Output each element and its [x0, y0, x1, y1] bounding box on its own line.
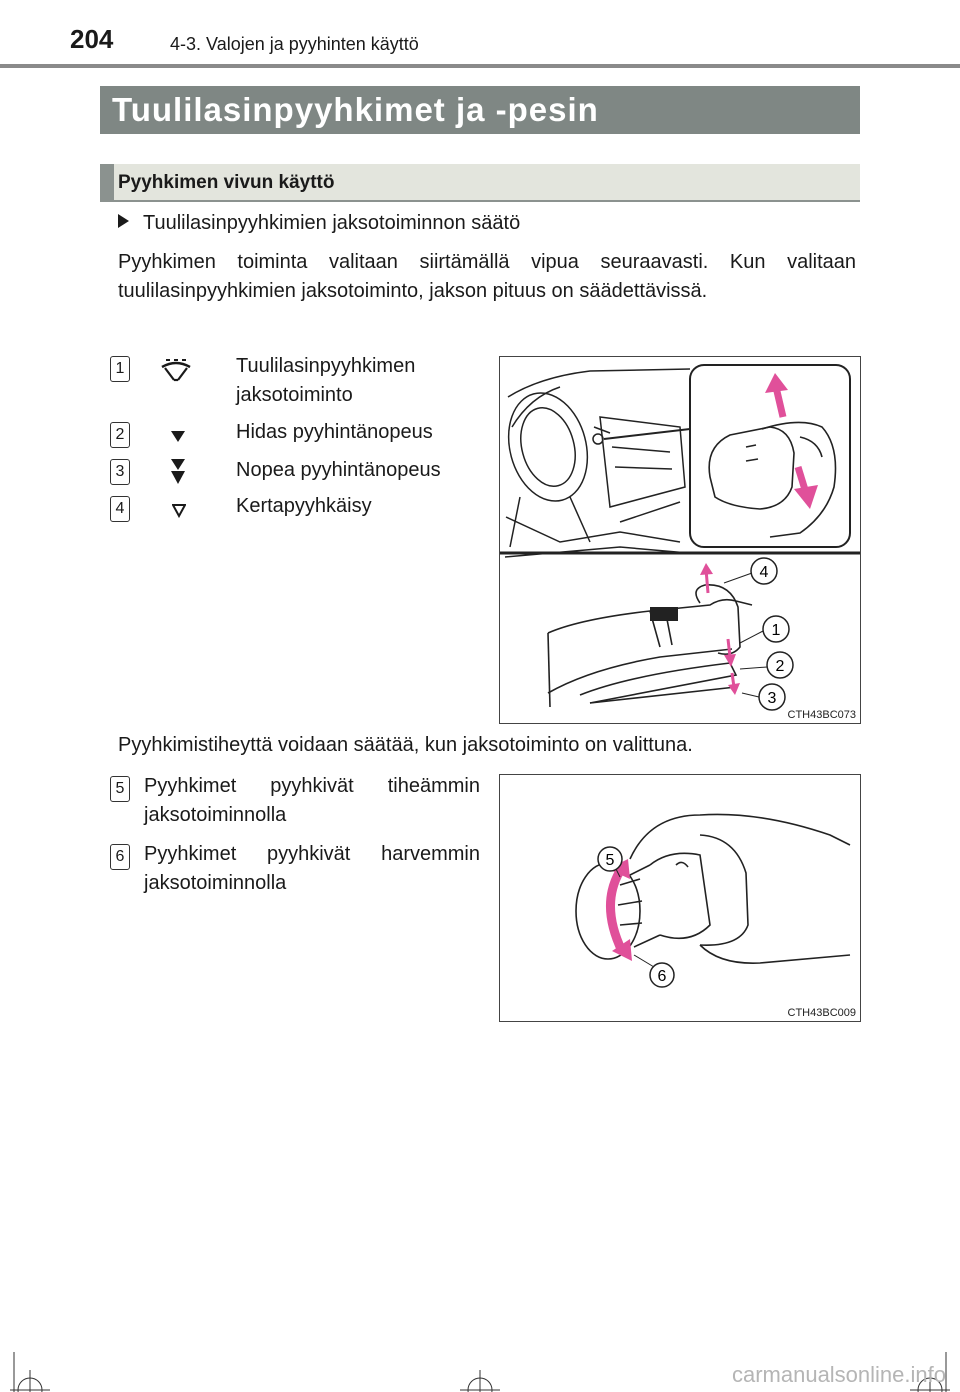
wiper-mode-list [100, 352, 490, 552]
subsection-title: Pyyhkimen vivun käyttö [100, 164, 860, 202]
item-number-3: 3 [110, 459, 130, 485]
intro-paragraph: Pyyhkimen toiminta valitaan siirtämällä vipua seuraavasti. Kun valitaan tuulilasinpyyhkimien jaksotoiminto, jakson pituus on säädettävissä. [118, 251, 856, 302]
page-number: 204 [70, 24, 114, 54]
callout-2: 2 [775, 658, 785, 675]
figure-frequency-dial [499, 774, 861, 1022]
page-title: Tuulilasinpyyhkimet ja -pesin [100, 86, 860, 134]
callout-5: 5 [605, 852, 615, 869]
high-speed-icon [170, 458, 186, 486]
section-label: 4-3. Valojen ja pyyhinten käyttö [170, 34, 419, 54]
item-label-5 [144, 772, 480, 830]
figure-wiper-lever [499, 356, 861, 724]
item-label-2: Hidas pyyhintänopeus [236, 421, 433, 443]
item-label-4: Kertapyyhkäisy [236, 495, 372, 517]
callout-6: 6 [657, 968, 667, 985]
callout-3: 3 [767, 690, 777, 707]
item-label-1-line1: Tuulilasinpyyhkimen [236, 355, 416, 377]
item-number-2: 2 [110, 422, 130, 448]
item-label-6-line1: Pyyhkimet pyyhkivät harvemmin [144, 843, 480, 865]
item-number-1: 1 [110, 356, 130, 382]
item-number-6: 6 [110, 844, 130, 870]
watermark: carmanualsonline.info [731, 1362, 946, 1387]
item-label-3: Nopea pyyhintänopeus [236, 459, 441, 481]
frequency-dial-illustration [500, 775, 860, 1021]
figure-code-1: CTH43BC073 [787, 709, 856, 721]
bullet-text: Tuulilasinpyyhkimien jaksotoiminnon säätö [143, 212, 521, 234]
bullet-heading [118, 212, 520, 235]
item-label-6-line2: jaksotoiminnolla [144, 872, 287, 894]
low-speed-icon [170, 428, 186, 444]
item-number-5: 5 [110, 776, 130, 802]
single-wipe-icon [172, 504, 186, 518]
item-label-6 [144, 840, 480, 898]
item-label-1-line2: jaksotoiminto [236, 384, 353, 406]
bullet-triangle-icon [118, 214, 129, 228]
intermittent-wiper-icon [160, 358, 192, 384]
frequency-list [100, 770, 490, 910]
wiper-lever-illustration [500, 357, 860, 723]
item-label-1 [236, 352, 415, 410]
item-number-4: 4 [110, 496, 130, 522]
callout-4: 4 [759, 564, 769, 581]
item-label-5-line1: Pyyhkimet pyyhkivät tiheämmin [144, 775, 480, 797]
item-label-5-line2: jaksotoiminnolla [144, 804, 287, 826]
figure-code-2: CTH43BC009 [787, 1007, 856, 1019]
callout-1: 1 [771, 622, 781, 639]
frequency-note: Pyyhkimistiheyttä voidaan säätää, kun jaksotoiminto on valittuna. [118, 734, 693, 756]
header-rule [0, 64, 960, 68]
